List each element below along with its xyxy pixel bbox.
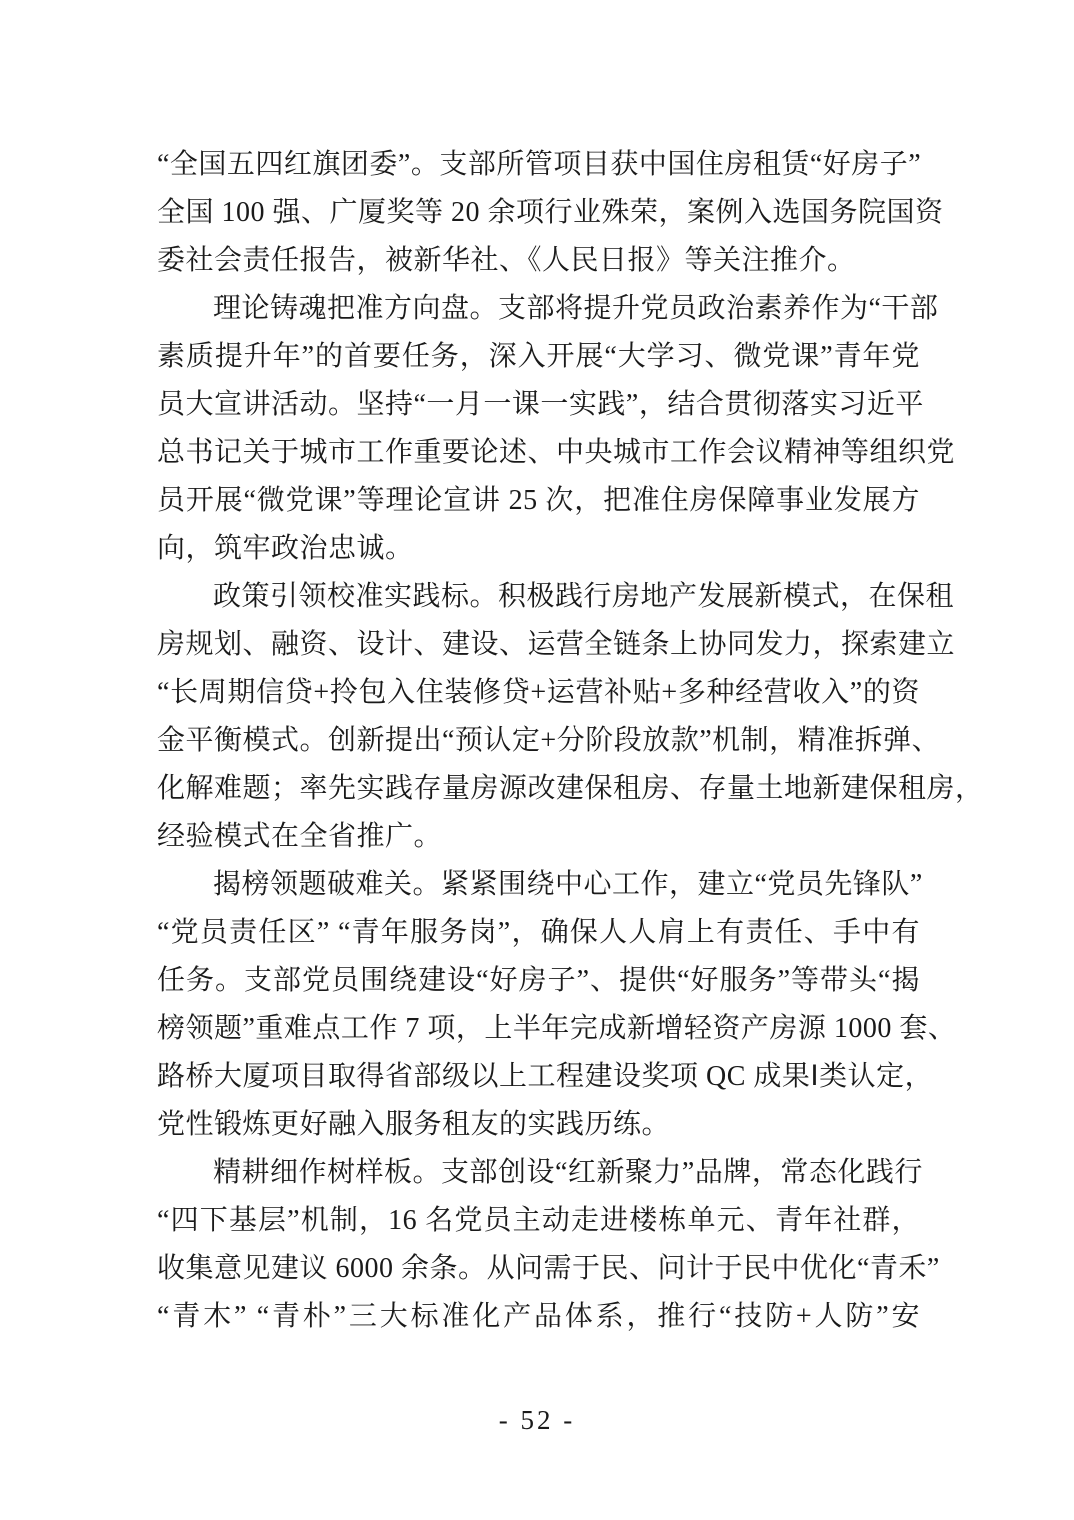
text-line: 理论铸魂把准方向盘。支部将提升党员政治素养作为“干部 — [213, 293, 939, 324]
text-line: “长周期信贷+拎包入住装修贷+运营补贴+多种经营收入”的资 — [157, 677, 920, 708]
paragraph-3 — [157, 573, 984, 861]
page-number: - 52 - — [498, 1405, 576, 1435]
text-line: 总书记关于城市工作重要论述、中央城市工作会议精神等组织党 — [157, 437, 956, 468]
page-footer — [0, 1405, 1074, 1436]
document-body — [157, 141, 984, 1341]
text-line: 房规划、融资、设计、建设、运营全链条上协同发力，探索建立 — [157, 629, 956, 660]
text-line: 精耕细作树样板。支部创设“红新聚力”品牌，常态化践行 — [213, 1157, 923, 1188]
paragraph-2 — [157, 285, 956, 573]
text-line: “全国五四红旗团委”。支部所管项目获中国住房租赁“好房子” — [157, 149, 922, 180]
text-line: 收集意见建议 6000 余条。从问需于民、问计于民中优化“青禾” — [157, 1253, 940, 1284]
paragraph-5 — [157, 1149, 940, 1341]
text-line: 任务。支部党员围绕建设“好房子”、提供“好服务”等带头“揭 — [157, 965, 920, 996]
text-line: 员开展“微党课”等理论宣讲 25 次，把准住房保障事业发展方 — [157, 485, 920, 516]
text-line: 经验模式在全省推广。 — [157, 821, 443, 852]
text-line: “青木” “青朴”三大标准化产品体系，推行“技防+人防”安 — [157, 1301, 920, 1332]
text-line: 路桥大厦项目取得省部级以上工程建设奖项 QC 成果Ⅰ类认定， — [157, 1061, 934, 1092]
text-line: “四下基层”机制，16 名党员主动走进楼栋单元、青年社群， — [157, 1205, 920, 1236]
text-line: “党员责任区” “青年服务岗”，确保人人肩上有责任、手中有 — [157, 917, 920, 948]
text-line: 员大宣讲活动。坚持“一月一课一实践”，结合贯彻落实习近平 — [157, 389, 924, 420]
paragraph-1 — [157, 141, 944, 285]
paragraph-4 — [157, 861, 957, 1149]
text-line: 金平衡模式。创新提出“预认定+分阶段放款”机制，精准拆弹、 — [157, 725, 941, 756]
text-line: 揭榜领题破难关。紧紧围绕中心工作，建立“党员先锋队” — [213, 869, 923, 900]
text-line: 向，筑牢政治忠诚。 — [157, 533, 414, 564]
text-line: 党性锻炼更好融入服务租友的实践历练。 — [157, 1109, 671, 1140]
text-line: 委社会责任报告，被新华社、《人民日报》等关注推介。 — [157, 245, 856, 276]
text-line: 全国 100 强、广厦奖等 20 余项行业殊荣，案例入选国务院国资 — [157, 197, 944, 228]
text-line: 政策引领校准实践标。积极践行房地产发展新模式，在保租 — [213, 581, 955, 612]
text-line: 榜领题”重难点工作 7 项，上半年完成新增轻资产房源 1000 套、 — [157, 1013, 957, 1044]
text-line: 化解难题；率先实践存量房源改建保租房、存量土地新建保租房， — [157, 773, 984, 804]
text-line: 素质提升年”的首要任务，深入开展“大学习、微党课”青年党 — [157, 341, 920, 372]
